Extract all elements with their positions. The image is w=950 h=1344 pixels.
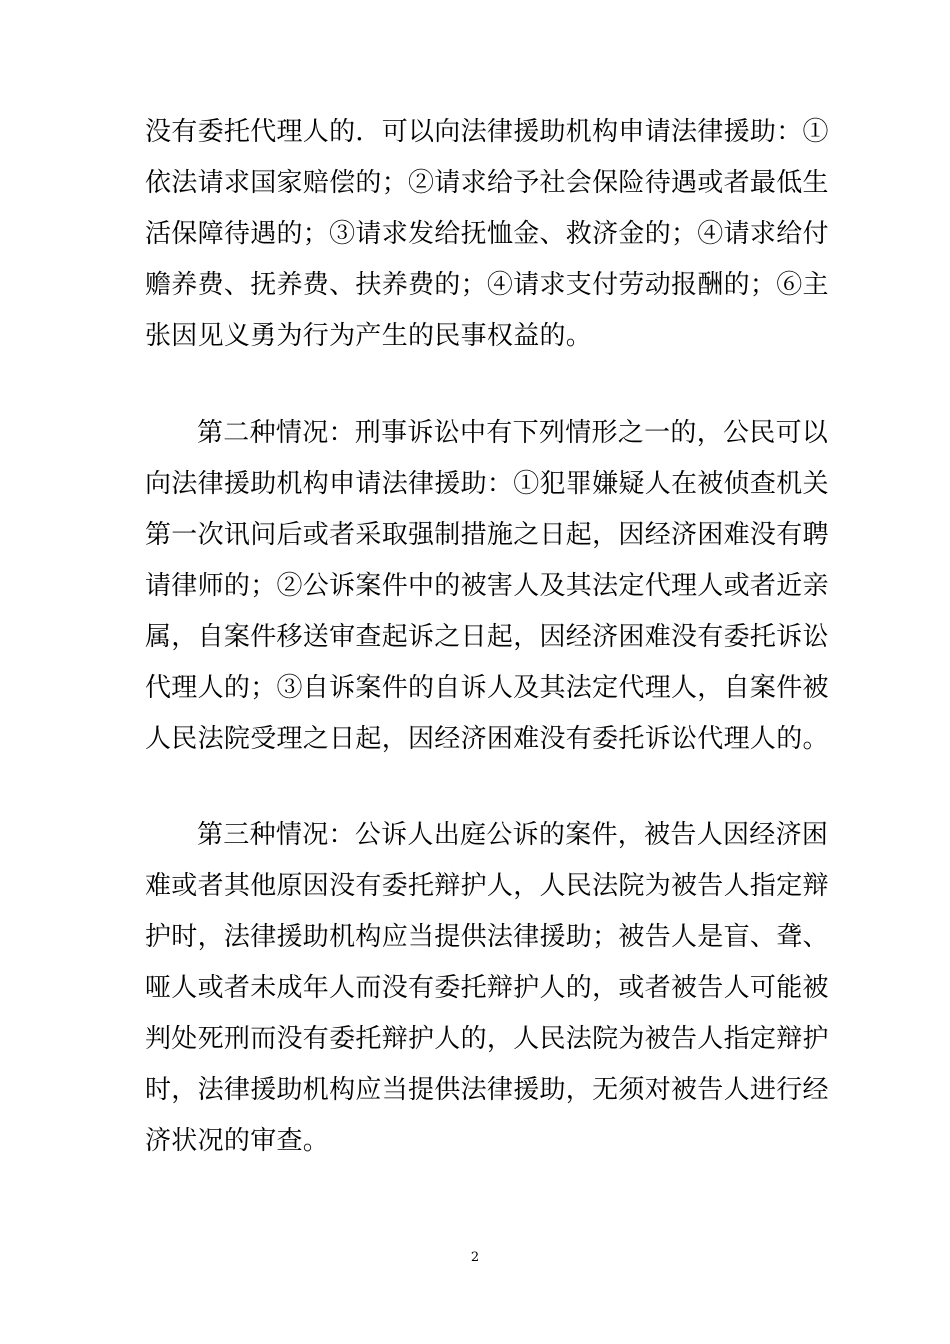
text-line: 人民法院受理之日起，因经济困难没有委托诉讼代理人的。 — [145, 724, 829, 754]
text-line: 属，自案件移送审查起诉之日起，因经济困难没有委托诉讼 — [145, 622, 829, 652]
text-line: 护时，法律援助机构应当提供法律援助；被告人是盲、聋、 — [145, 922, 829, 952]
text-line: 张因见义勇为行为产生的民事权益的。 — [145, 321, 593, 351]
text-line: 请律师的；②公诉案件中的被害人及其法定代理人或者近亲 — [145, 571, 829, 601]
text-line: 代理人的；③自诉案件的自诉人及其法定代理人，自案件被 — [145, 673, 829, 703]
text-line: 哑人或者未成年人而没有委托辩护人的，或者被告人可能被 — [145, 973, 829, 1003]
text-line: 依法请求国家赔偿的；②请求给予社会保险待遇或者最低生 — [145, 168, 829, 198]
text-line: 第一次讯问后或者采取强制措施之日起，因经济困难没有聘 — [145, 520, 829, 550]
text-line: 第三种情况：公诉人出庭公诉的案件，被告人因经济困 — [197, 820, 829, 850]
text-line: 赡养费、抚养费、扶养费的；④请求支付劳动报酬的；⑥主 — [145, 270, 829, 300]
text-line: 向法律援助机构申请法律援助：①犯罪嫌疑人在被侦查机关 — [145, 469, 829, 499]
text-line: 活保障待遇的；③请求发给抚恤金、救济金的；④请求给付 — [145, 219, 829, 249]
text-line: 时，法律援助机构应当提供法律援助，无须对被告人进行经 — [145, 1075, 829, 1105]
text-line: 济状况的审查。 — [145, 1126, 330, 1156]
text-line: 没有委托代理人的．可以向法律援助机构申请法律援助：① — [145, 117, 829, 147]
text-line: 第二种情况：刑事诉讼中有下列情形之一的，公民可以 — [197, 418, 829, 448]
text-line: 难或者其他原因没有委托辩护人，人民法院为被告人指定辩 — [145, 871, 829, 901]
page-number: 2 — [470, 1250, 480, 1265]
text-line: 判处死刑而没有委托辩护人的，人民法院为被告人指定辩护 — [145, 1024, 829, 1054]
